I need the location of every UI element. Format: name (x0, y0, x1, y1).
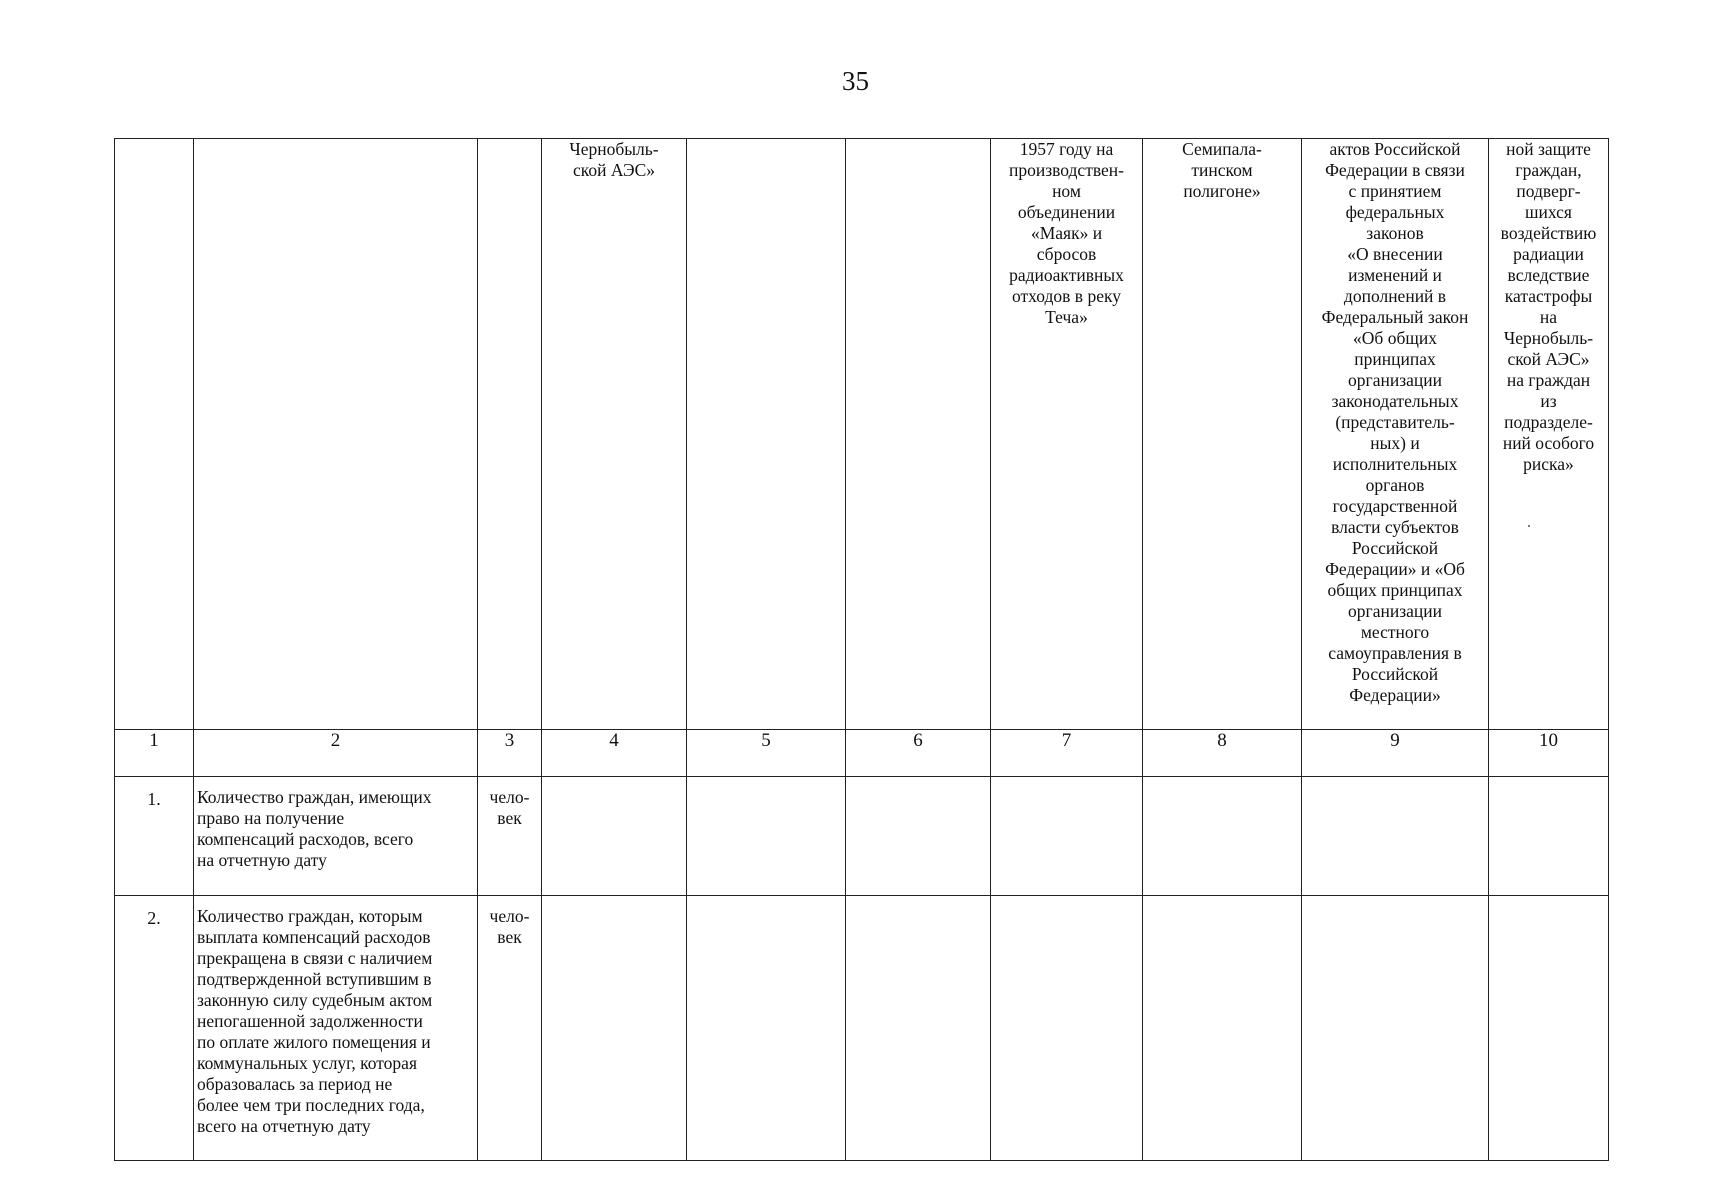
data-cell (846, 896, 991, 1161)
column-number: 4 (542, 730, 687, 777)
page-number: 35 (842, 66, 869, 96)
header-cell-10: ной защите граждан, подверг- шихся воздействию радиации вследствие катастрофы на Чернобыль- ской АЭС» на граждан из подразделе- ний особого риска» (1489, 139, 1609, 730)
data-cell (1302, 896, 1489, 1161)
column-number-row (115, 730, 1609, 777)
data-cell (846, 777, 991, 896)
table-header-row (115, 139, 1609, 730)
column-number: 6 (846, 730, 991, 777)
table-row (115, 777, 1609, 896)
data-cell (542, 896, 687, 1161)
header-cell-1 (115, 139, 194, 730)
data-cell (1489, 896, 1609, 1161)
column-number: 2 (194, 730, 478, 777)
column-number: 8 (1143, 730, 1302, 777)
data-cell (687, 896, 846, 1161)
row-index: 1. (115, 777, 194, 896)
column-number: 7 (991, 730, 1143, 777)
table-row (115, 896, 1609, 1161)
column-number: 5 (687, 730, 846, 777)
column-number: 3 (478, 730, 542, 777)
header-cell-9: актов Российской Федерации в связи с принятием федеральных законов «О внесении изменений и дополнений в Федеральный закон «Об общих принципах организации законодательных (представитель- ных) и исполнительных органов государственной власти субъектов Российской Федерации» и «Об общих принципах организации местного самоуправления в Российской Федерации» (1302, 139, 1489, 730)
row-unit: чело- век (478, 896, 542, 1161)
data-cell (542, 777, 687, 896)
row-index: 2. (115, 896, 194, 1161)
scan-speck (1528, 525, 1530, 527)
data-cell (687, 777, 846, 896)
data-cell (1489, 777, 1609, 896)
header-cell-2 (194, 139, 478, 730)
header-cell-5 (687, 139, 846, 730)
column-number: 9 (1302, 730, 1489, 777)
column-number: 10 (1489, 730, 1609, 777)
data-cell (1143, 896, 1302, 1161)
header-cell-4: Чернобыль- ской АЭС» (542, 139, 687, 730)
header-cell-8: Семипала- тинском полигоне» (1143, 139, 1302, 730)
data-cell (991, 896, 1143, 1161)
column-number: 1 (115, 730, 194, 777)
header-cell-3 (478, 139, 542, 730)
header-cell-6 (846, 139, 991, 730)
row-label: Количество граждан, которым выплата компенсаций расходов прекращена в связи с наличием подтвержденной вступившим в законную силу судебным актом непогашенной задолженности по оплате жилого помещения и коммунальных услуг, которая образовалась за период не более чем три последних года, всего на отчетную дату (194, 896, 478, 1161)
row-unit: чело- век (478, 777, 542, 896)
header-cell-7: 1957 году на производствен- ном объединении «Маяк» и сбросов радиоактивных отходов в реку Теча» (991, 139, 1143, 730)
report-table (114, 138, 1609, 1161)
data-cell (1302, 777, 1489, 896)
data-cell (1143, 777, 1302, 896)
data-cell (991, 777, 1143, 896)
row-label: Количество граждан, имеющих право на получение компенсаций расходов, всего на отчетную дату (194, 777, 478, 896)
